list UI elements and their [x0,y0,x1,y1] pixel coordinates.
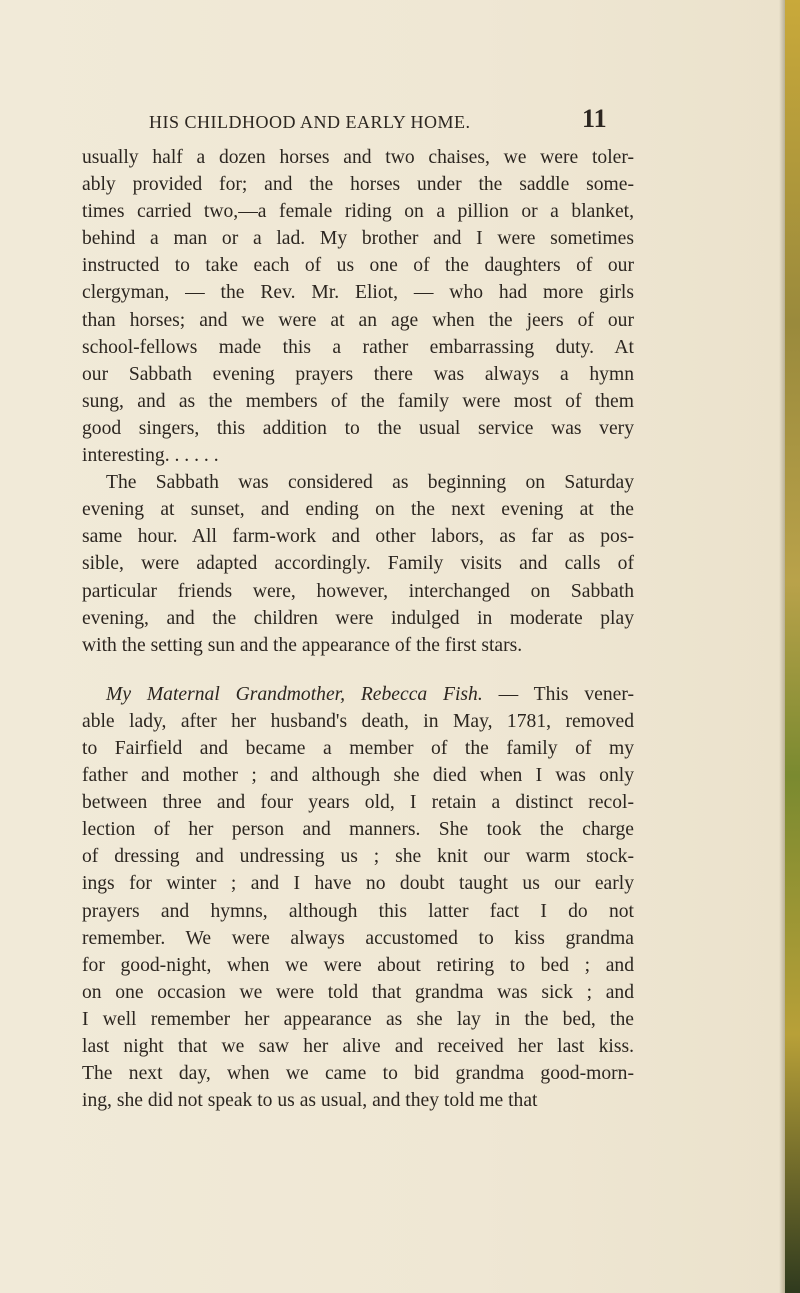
text-line: for good-night, when we were about retiring to bed ; and [82,954,634,976]
text-line: prayers and hymns, although this latter fact I do not [82,900,634,922]
page-edge [785,0,800,1293]
text-line: particular friends were, however, interchanged on Sabbath [82,580,634,602]
paragraph-2 [82,469,634,659]
text-line: I well remember her appearance as she lay in the bed, the [82,1008,634,1030]
text-line: ings for winter ; and I have no doubt taught us our early [82,873,634,895]
text-line: interesting. . . . . . [82,445,219,467]
text-line: behind a man or a lad. My brother and I were sometimes [82,228,634,250]
text-line: on one occasion we were told that grandma was sick ; and [82,981,634,1003]
text-line: with the setting sun and the appearance of the first stars. [82,634,523,656]
text-line: between three and four years old, I retain a distinct recol- [82,792,634,814]
section-heading: My Maternal Grandmother, Rebecca Fish. [106,683,483,705]
text-line: to Fairfield and became a member of the family of my [82,737,634,759]
text-line: clergyman, — the Rev. Mr. Eliot, — who had more girls [82,282,634,304]
running-title: HIS CHILDHOOD AND EARLY HOME. [149,112,471,132]
paragraph-3 [82,681,634,1115]
text-line: The Sabbath was considered as beginning on Saturday [106,472,634,494]
text-line: our Sabbath evening prayers there was always a hymn [82,363,634,385]
paragraph-1 [82,144,634,469]
text-line: remember. We were always accustomed to kiss grandma [82,927,634,949]
text-line: evening, and the children were indulged in moderate play [82,607,634,629]
text-line: lection of her person and manners. She took the charge [82,819,634,841]
text-line [82,681,634,708]
page-number: 11 [582,104,607,133]
text-line: last night that we saw her alive and received her last kiss. [82,1036,634,1057]
text-line: father and mother ; and although she died when I was only [82,765,634,787]
text-line: usually half a dozen horses and two chaises, we were toler- [82,147,634,168]
body-text [82,144,634,1114]
text-line: able lady, after her husband's death, in May, 1781, removed [82,710,634,732]
text-line: than horses; and we were at an age when the jeers of our [82,309,634,331]
text-line: school-fellows made this a rather embarrassing duty. At [82,336,634,358]
text-line: ably provided for; and the horses under the saddle some- [82,174,634,196]
text-line: good singers, this addition to the usual service was very [82,417,634,439]
text-line: evening at sunset, and ending on the next evening at the [82,499,634,521]
text-line: of dressing and undressing us ; she knit our warm stock- [82,846,634,868]
text-line: instructed to take each of us one of the daughters of our [82,255,634,277]
text-line: sible, were adapted accordingly. Family visits and calls of [82,553,634,575]
text-line: The next day, when we came to bid grandma good-morn- [82,1063,634,1085]
text-line: sung, and as the members of the family were most of them [82,390,634,412]
text-line: times carried two,—a female riding on a pillion or a blanket, [82,201,634,223]
text-line: same hour. All farm-work and other labors, as far as pos- [82,526,634,548]
text-line: ing, she did not speak to us as usual, and they told me that [82,1090,538,1112]
heading-continuation: — This vener- [482,683,634,705]
